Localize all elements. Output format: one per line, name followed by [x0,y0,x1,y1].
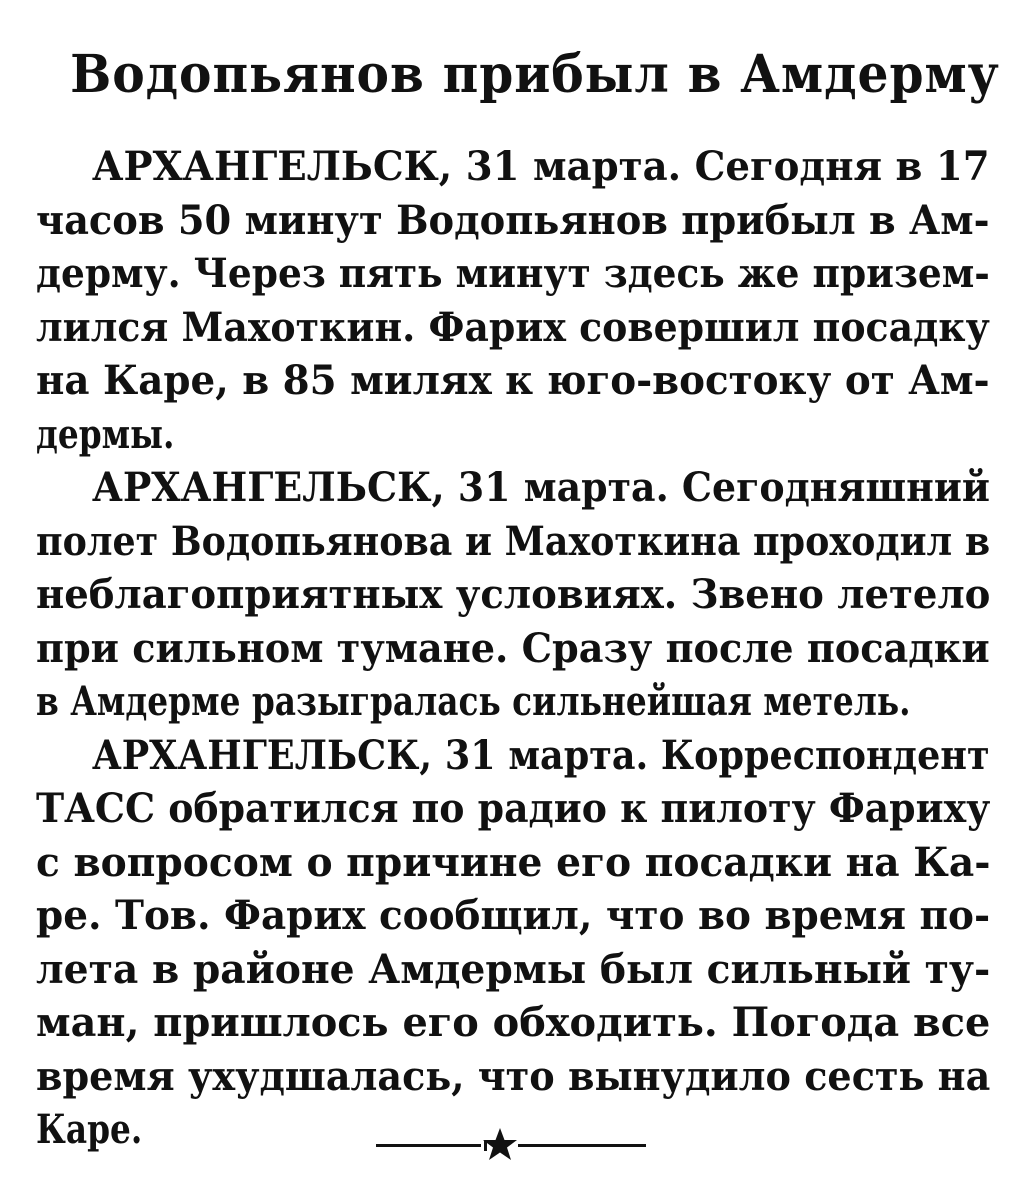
article-body [36,140,990,1157]
article-line: лился Махоткин. Фарих совершил посадку [36,303,990,351]
article-line: ман, пришлось его обходить. Погода все [36,999,991,1046]
article-line: дерму. Через пять минут здесь же призем- [36,250,990,297]
article-line: при сильном тумане. Сразу после посадки [36,624,990,672]
article-line: Каре. [36,1106,143,1153]
article-line: время ухудшалась, что вынудило сесть на [36,1052,991,1100]
article-line: АРХАНГЕЛЬСК, 31 марта. Сегодняшний [92,464,991,511]
article-line: неблагоприятных условиях. Звено летело [36,571,991,618]
article-line: АРХАНГЕЛЬСК, 31 марта. Сегодня в 17 [92,143,990,190]
paragraph-2 [36,461,990,729]
article-line: полет Водопьянова и Махоткина проходил в [36,517,991,565]
article-line: лета в районе Амдермы был сильный ту- [36,945,991,993]
article-line: АРХАНГЕЛЬСК, 31 марта. Корреспондент [92,731,990,779]
paragraph-1 [36,140,990,461]
article-line: на Каре, в 85 милях к юго-востоку от Ам- [36,357,990,404]
article-line: часов 50 минут Водопьянов прибыл в Ам- [36,196,990,244]
article-line: дермы. [36,410,175,458]
article-line: ТАСС обратился по радио к пилоту Фариху [36,785,991,832]
star-icon [480,1126,520,1162]
headline: Водопьянов прибыл в Амдерму [70,44,1000,105]
divider-rule-left [376,1144,481,1147]
article-line: в Амдерме разыгралась сильнейшая метель. [36,678,911,725]
article-line: ре. Тов. Фарих сообщил, что во время по- [36,892,991,939]
divider-rule-right [518,1144,646,1147]
paragraph-3 [36,729,990,1157]
article-line: с вопросом о причине его посадки на Ка- [36,838,991,886]
section-divider [376,1130,646,1160]
